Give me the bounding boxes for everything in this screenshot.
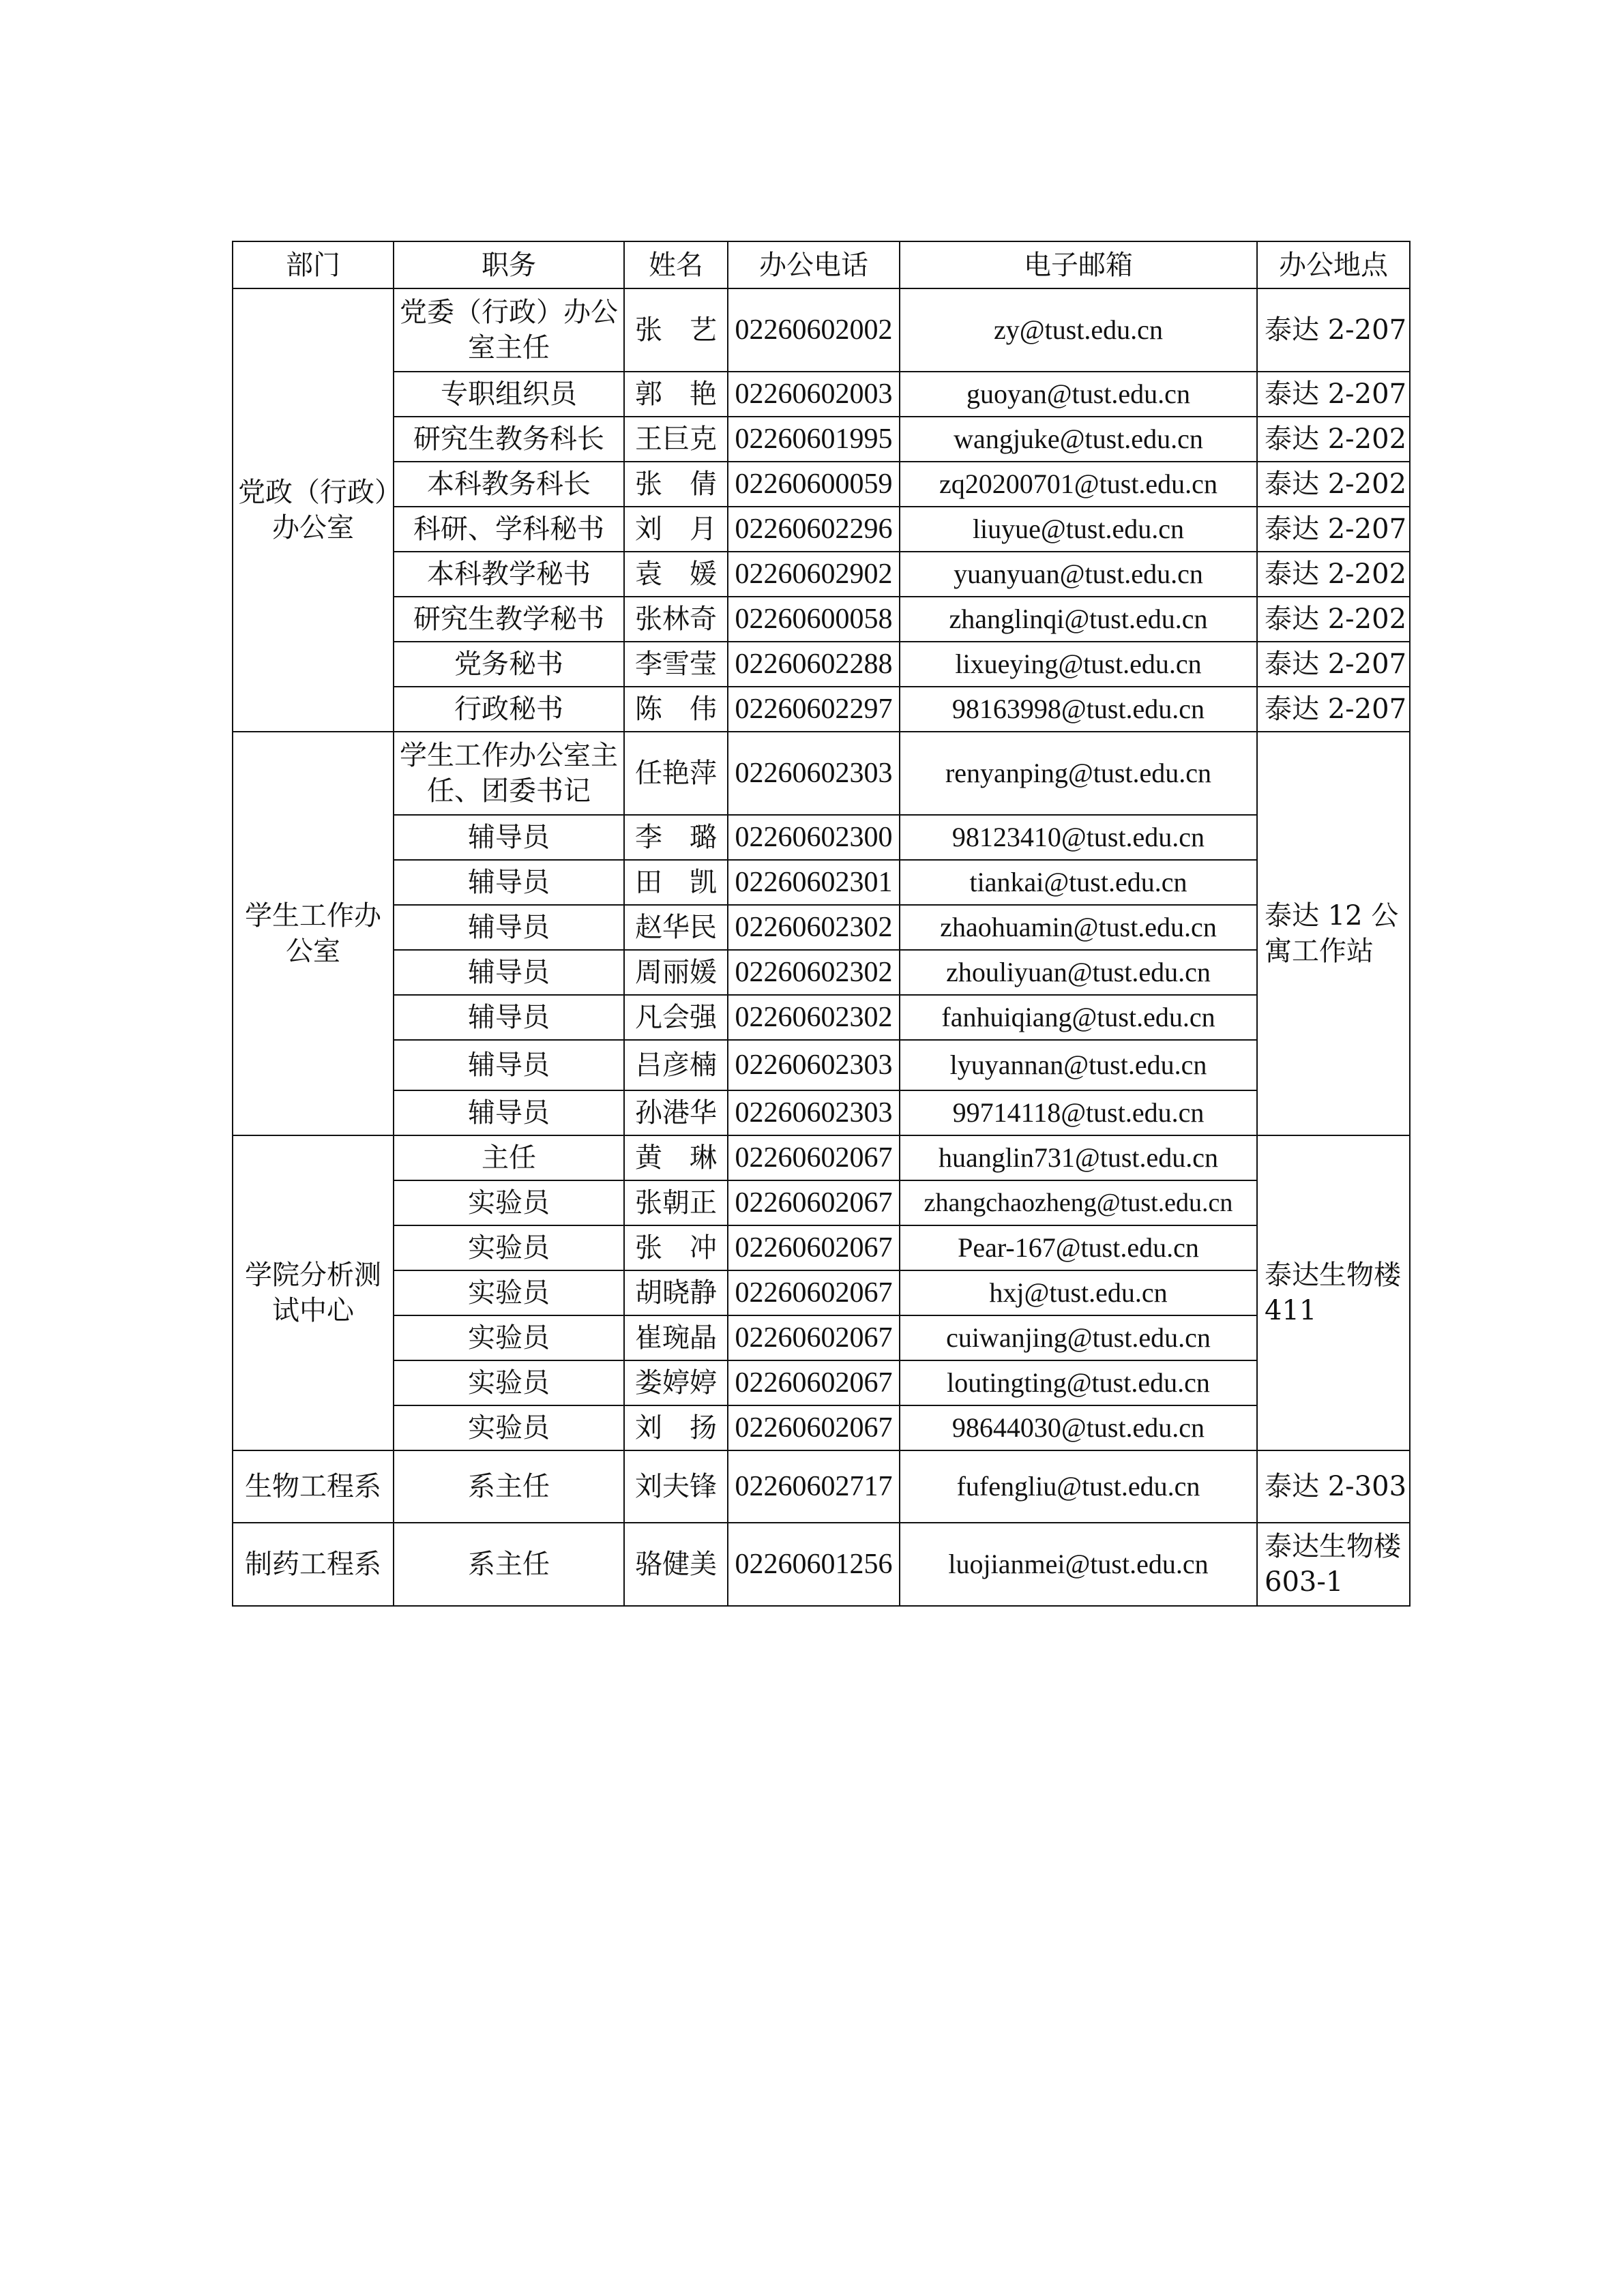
department-cell: 党政（行政）办公室: [233, 288, 394, 732]
name-cell: 崔琬晶: [624, 1315, 728, 1360]
table-row: [233, 1270, 1410, 1315]
phone-cell: 02260602067: [728, 1360, 900, 1405]
table-row: [233, 1180, 1410, 1225]
table-row: [233, 462, 1410, 507]
table-row: [233, 1450, 1410, 1523]
email-cell: zy@tust.edu.cn: [900, 288, 1257, 372]
header-email: 电子邮箱: [900, 241, 1257, 288]
position-cell: 本科教学秘书: [394, 552, 624, 597]
phone-cell: 02260602297: [728, 687, 900, 732]
position-cell: 主任: [394, 1135, 624, 1180]
position-cell: 系主任: [394, 1523, 624, 1606]
table-row: [233, 1135, 1410, 1180]
phone-cell: 02260602302: [728, 950, 900, 995]
email-cell: tiankai@tust.edu.cn: [900, 860, 1257, 905]
position-cell: 辅导员: [394, 1090, 624, 1135]
name-cell: 骆健美: [624, 1523, 728, 1606]
table-row: [233, 417, 1410, 462]
department-cell: 学院分析测试中心: [233, 1135, 394, 1450]
position-cell: 实验员: [394, 1270, 624, 1315]
header-location: 办公地点: [1257, 241, 1410, 288]
table-row: [233, 1040, 1410, 1090]
name-cell: 李雪莹: [624, 642, 728, 687]
table-row: [233, 950, 1410, 995]
phone-cell: 02260602303: [728, 1090, 900, 1135]
location-cell: 泰达 2-207: [1257, 507, 1410, 552]
phone-cell: 02260602067: [728, 1180, 900, 1225]
position-cell: 实验员: [394, 1225, 624, 1270]
name-cell: 李 璐: [624, 815, 728, 860]
position-cell: 行政秘书: [394, 687, 624, 732]
location-cell: 泰达 2-207: [1257, 372, 1410, 417]
position-cell: 辅导员: [394, 905, 624, 950]
location-cell: 泰达 2-202: [1257, 462, 1410, 507]
name-cell: 郭 艳: [624, 372, 728, 417]
location-cell: 泰达 2-303: [1257, 1450, 1410, 1523]
name-cell: 陈 伟: [624, 687, 728, 732]
location-cell: 泰达 2-202: [1257, 552, 1410, 597]
name-cell: 胡晓静: [624, 1270, 728, 1315]
phone-cell: 02260602302: [728, 905, 900, 950]
phone-cell: 02260602067: [728, 1270, 900, 1315]
position-cell: 专职组织员: [394, 372, 624, 417]
table-row: [233, 1405, 1410, 1450]
table-row: [233, 372, 1410, 417]
location-cell: 泰达生物楼 603-1: [1257, 1523, 1410, 1606]
email-cell: 98163998@tust.edu.cn: [900, 687, 1257, 732]
name-cell: 娄婷婷: [624, 1360, 728, 1405]
location-cell: 泰达 12 公寓工作站: [1257, 732, 1410, 1135]
email-cell: liuyue@tust.edu.cn: [900, 507, 1257, 552]
phone-cell: 02260602902: [728, 552, 900, 597]
position-cell: 本科教务科长: [394, 462, 624, 507]
name-cell: 周丽媛: [624, 950, 728, 995]
table-row: [233, 1090, 1410, 1135]
position-cell: 学生工作办公室主任、团委书记: [394, 732, 624, 815]
position-cell: 实验员: [394, 1360, 624, 1405]
phone-cell: 02260602303: [728, 732, 900, 815]
contact-directory-table: [232, 241, 1411, 1607]
phone-cell: 02260602300: [728, 815, 900, 860]
email-cell: Pear-167@tust.edu.cn: [900, 1225, 1257, 1270]
department-cell: 学生工作办公室: [233, 732, 394, 1135]
table-row: [233, 815, 1410, 860]
name-cell: 孙港华: [624, 1090, 728, 1135]
name-cell: 刘夫锋: [624, 1450, 728, 1523]
phone-cell: 02260602067: [728, 1225, 900, 1270]
location-cell: 泰达 2-207: [1257, 288, 1410, 372]
location-cell: 泰达 2-202: [1257, 597, 1410, 642]
email-cell: zq20200701@tust.edu.cn: [900, 462, 1257, 507]
name-cell: 刘 月: [624, 507, 728, 552]
email-cell: lixueying@tust.edu.cn: [900, 642, 1257, 687]
name-cell: 张 冲: [624, 1225, 728, 1270]
position-cell: 实验员: [394, 1405, 624, 1450]
header-name: 姓名: [624, 241, 728, 288]
phone-cell: 02260602003: [728, 372, 900, 417]
email-cell: 99714118@tust.edu.cn: [900, 1090, 1257, 1135]
table-row: [233, 642, 1410, 687]
email-cell: 98123410@tust.edu.cn: [900, 815, 1257, 860]
table-row: [233, 687, 1410, 732]
email-cell: yuanyuan@tust.edu.cn: [900, 552, 1257, 597]
name-cell: 田 凯: [624, 860, 728, 905]
name-cell: 张林奇: [624, 597, 728, 642]
phone-cell: 02260602301: [728, 860, 900, 905]
email-cell: hxj@tust.edu.cn: [900, 1270, 1257, 1315]
header-position: 职务: [394, 241, 624, 288]
department-cell: 制药工程系: [233, 1523, 394, 1606]
location-cell: 泰达 2-202: [1257, 417, 1410, 462]
phone-cell: 02260602067: [728, 1135, 900, 1180]
position-cell: 系主任: [394, 1450, 624, 1523]
name-cell: 张 倩: [624, 462, 728, 507]
position-cell: 辅导员: [394, 950, 624, 995]
table-row: [233, 288, 1410, 372]
email-cell: 98644030@tust.edu.cn: [900, 1405, 1257, 1450]
name-cell: 刘 扬: [624, 1405, 728, 1450]
table-row: [233, 1225, 1410, 1270]
position-cell: 实验员: [394, 1180, 624, 1225]
email-cell: cuiwanjing@tust.edu.cn: [900, 1315, 1257, 1360]
location-cell: 泰达生物楼 411: [1257, 1135, 1410, 1450]
name-cell: 张朝正: [624, 1180, 728, 1225]
name-cell: 黄 琳: [624, 1135, 728, 1180]
table-row: [233, 1360, 1410, 1405]
table-row: [233, 860, 1410, 905]
position-cell: 辅导员: [394, 1040, 624, 1090]
name-cell: 袁 媛: [624, 552, 728, 597]
position-cell: 辅导员: [394, 860, 624, 905]
email-cell: zhaohuamin@tust.edu.cn: [900, 905, 1257, 950]
table-row: [233, 905, 1410, 950]
position-cell: 辅导员: [394, 995, 624, 1040]
table-row: [233, 552, 1410, 597]
position-cell: 研究生教务科长: [394, 417, 624, 462]
table-row: [233, 597, 1410, 642]
phone-cell: 02260600059: [728, 462, 900, 507]
email-cell: wangjuke@tust.edu.cn: [900, 417, 1257, 462]
position-cell: 辅导员: [394, 815, 624, 860]
email-cell: fanhuiqiang@tust.edu.cn: [900, 995, 1257, 1040]
email-cell: zhanglinqi@tust.edu.cn: [900, 597, 1257, 642]
email-cell: fufengliu@tust.edu.cn: [900, 1450, 1257, 1523]
email-cell: luojianmei@tust.edu.cn: [900, 1523, 1257, 1606]
email-cell: lyuyannan@tust.edu.cn: [900, 1040, 1257, 1090]
email-cell: huanglin731@tust.edu.cn: [900, 1135, 1257, 1180]
email-cell: loutingting@tust.edu.cn: [900, 1360, 1257, 1405]
position-cell: 党务秘书: [394, 642, 624, 687]
table-row: [233, 732, 1410, 815]
phone-cell: 02260602302: [728, 995, 900, 1040]
phone-cell: 02260602296: [728, 507, 900, 552]
phone-cell: 02260601256: [728, 1523, 900, 1606]
name-cell: 赵华民: [624, 905, 728, 950]
phone-cell: 02260602067: [728, 1405, 900, 1450]
name-cell: 王巨克: [624, 417, 728, 462]
table-header: [233, 241, 1410, 288]
email-cell: renyanping@tust.edu.cn: [900, 732, 1257, 815]
table-row: [233, 1523, 1410, 1606]
phone-cell: 02260602303: [728, 1040, 900, 1090]
phone-cell: 02260602002: [728, 288, 900, 372]
phone-cell: 02260601995: [728, 417, 900, 462]
position-cell: 实验员: [394, 1315, 624, 1360]
header-phone: 办公电话: [728, 241, 900, 288]
email-cell: zhouliyuan@tust.edu.cn: [900, 950, 1257, 995]
position-cell: 科研、学科秘书: [394, 507, 624, 552]
phone-cell: 02260602288: [728, 642, 900, 687]
name-cell: 任艳萍: [624, 732, 728, 815]
phone-cell: 02260602067: [728, 1315, 900, 1360]
phone-cell: 02260600058: [728, 597, 900, 642]
department-cell: 生物工程系: [233, 1450, 394, 1523]
location-cell: 泰达 2-207: [1257, 642, 1410, 687]
phone-cell: 02260602717: [728, 1450, 900, 1523]
email-cell: zhangchaozheng@tust.edu.cn: [900, 1180, 1257, 1225]
name-cell: 吕彦楠: [624, 1040, 728, 1090]
header-department: 部门: [233, 241, 394, 288]
name-cell: 凡会强: [624, 995, 728, 1040]
header-row: [233, 241, 1410, 288]
position-cell: 党委（行政）办公室主任: [394, 288, 624, 372]
table-body: [233, 288, 1410, 1606]
name-cell: 张 艺: [624, 288, 728, 372]
location-cell: 泰达 2-207: [1257, 687, 1410, 732]
table-row: [233, 507, 1410, 552]
table-row: [233, 995, 1410, 1040]
email-cell: guoyan@tust.edu.cn: [900, 372, 1257, 417]
table-row: [233, 1315, 1410, 1360]
position-cell: 研究生教学秘书: [394, 597, 624, 642]
